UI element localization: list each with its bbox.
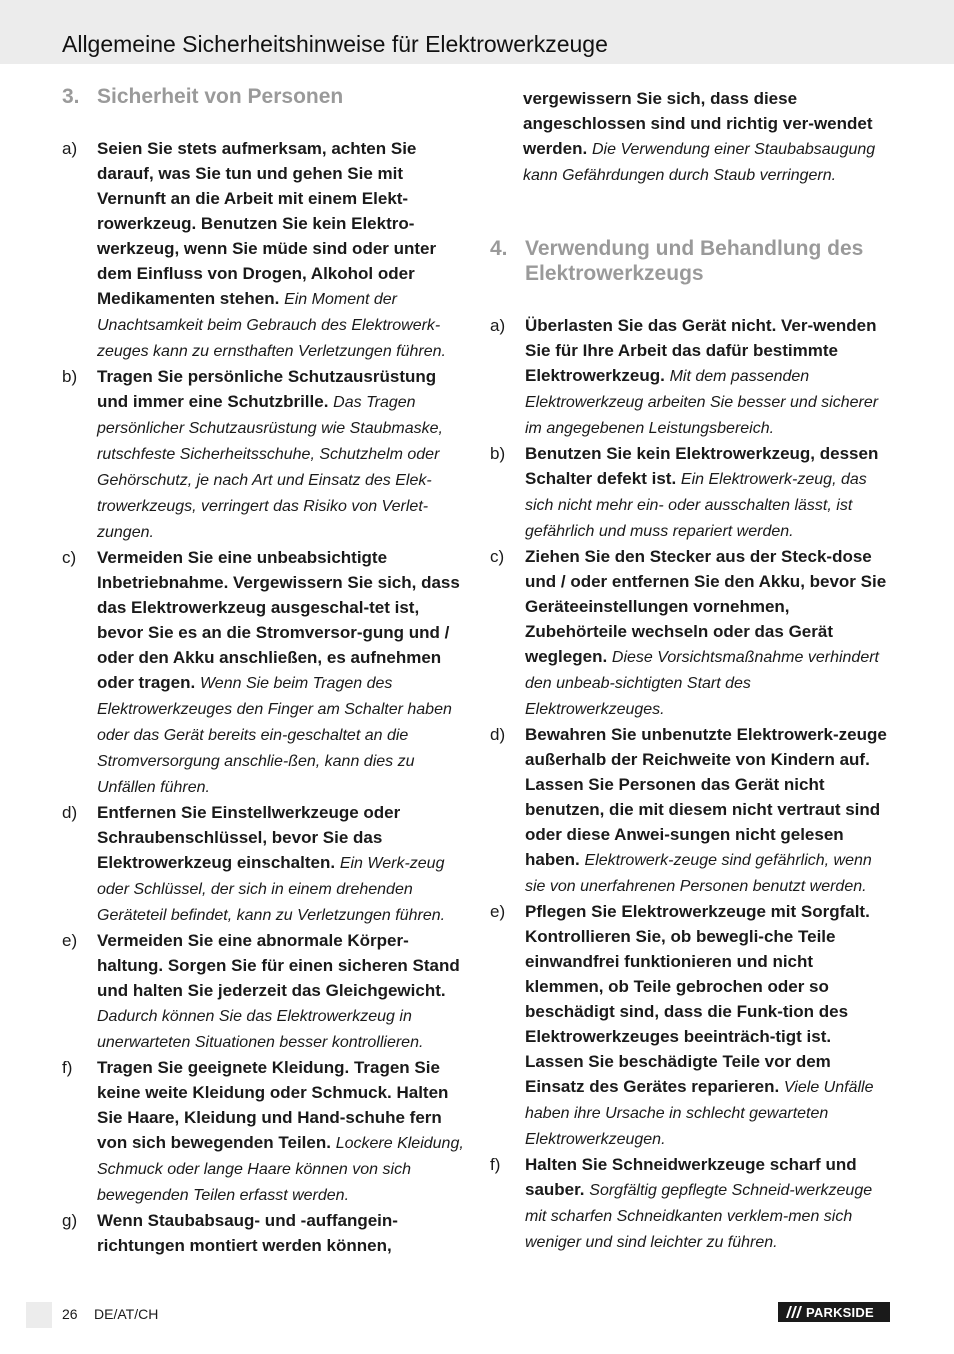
item-italic-text: Ein Werk-zeug oder Schlüssel, der sich in einem drehenden Geräteteil befindet, kann zu Verletzungen führen. <box>97 855 446 924</box>
section-number: 4. <box>490 237 508 260</box>
item-letter: a) <box>62 139 78 158</box>
item-bold-text: Entfernen Sie Einstellwerkzeuge oder Schraubenschlüssel, bevor Sie das Elektrowerkzeug einschalten. <box>97 803 401 872</box>
item-bold-text: Vermeiden Sie eine abnormale Körper-haltung. Sorgen Sie für einen sicheren Stand und halten Sie jederzeit das Gleichgewicht. <box>97 931 460 1000</box>
item-italic-text: Dadurch können Sie das Elektrowerkzeug in unerwarteten Situationen besser kontrollieren. <box>97 1008 424 1051</box>
section-title: Sicherheit von Personen <box>97 85 344 108</box>
item-italic-text: Ein Moment der Unachtsamkeit beim Gebrauch des Elektrowerk-zeuges kann zu ernsthaften Verletzungen führen. <box>97 291 446 360</box>
item-body <box>525 313 892 441</box>
item-bold-text: Benutzen Sie kein Elektrowerkzeug, dessen Schalter defekt ist. <box>525 444 879 488</box>
item-letter: d) <box>62 803 78 822</box>
item-body <box>97 545 466 800</box>
item-bold-text: Halten Sie Schneidwerkzeuge scharf und sauber. <box>525 1155 857 1199</box>
item-italic-text: Wenn Sie beim Tragen des Elektrowerkzeuges den Finger am Schalter haben oder das Gerät bereits ein-geschaltet an die Stromversorgung anschlie-ßen, kann dies zu Unfällen führen. <box>97 675 452 796</box>
item-italic-text: Elektrowerk-zeuge sind gefährlich, wenn sie von unerfahrenen Personen benutzt werden. <box>525 852 872 895</box>
item-bold-text: Tragen Sie geeignete Kleidung. Tragen Sie keine weite Kleidung oder Schmuck. Halten Sie Haare, Kleidung und Hand-schuhe fern von sich bewegenden Teilen. <box>97 1058 449 1152</box>
item-bold-text: Vermeiden Sie eine unbeabsichtigte Inbetriebnahme. Vergewissern Sie sich, dass das Elektrowerkzeug ausgeschal-tet ist, bevor Sie es an die Stromversor-gung und / oder den Akku anschließen, es aufnehmen oder tragen. <box>97 548 460 692</box>
page-number: 26 <box>62 1306 78 1322</box>
page-footer <box>0 1300 954 1328</box>
item-letter: b) <box>490 444 506 463</box>
item-italic-text: Ein Elektrowerk-zeug, das sich nicht mehr ein- oder ausschalten lässt, ist gefährlich und muss repariert werden. <box>525 471 867 540</box>
list-item-e <box>490 899 892 1152</box>
list-item-e <box>62 928 466 1055</box>
item-letter: f) <box>62 1058 73 1077</box>
list-item-b <box>62 364 466 545</box>
item-bold-text: Wenn Staubabsaug- und -auffangein-richtungen montiert werden können, <box>97 1211 398 1255</box>
item-body <box>97 1208 466 1258</box>
item-body <box>525 722 892 899</box>
item-letter: c) <box>490 547 505 566</box>
item-body <box>525 899 892 1152</box>
section-heading-4 <box>490 236 892 286</box>
item-letter: b) <box>62 367 78 386</box>
parkside-logo <box>778 1302 890 1322</box>
item-letter: e) <box>62 931 78 950</box>
item-letter: d) <box>490 725 506 744</box>
page-title: Allgemeine Sicherheitshinweise für Elektrowerkzeuge <box>62 31 608 57</box>
item-letter: c) <box>62 548 77 567</box>
item-bold-text: Seien Sie stets aufmerksam, achten Sie darauf, was Sie tun und gehen Sie mit Vernunft an die Arbeit mit einem Elekt-rowerkzeug. Benutzen Sie kein Elektro-werkzeug, wenn Sie müde sind oder unter dem Einfluss von Drogen, Alkohol oder Medikamenten stehen. <box>97 139 437 308</box>
item-body <box>525 544 892 722</box>
item-bold-text: Pflegen Sie Elektrowerkzeuge mit Sorgfalt. Kontrollieren Sie, ob bewegli-che Teile einwandfrei funktionieren und nicht klemmen, ob Teile gebrochen oder so beschädigt sind, dass die Funk-tion des Elektrowerkzeuges beeinträch-tigt ist. Lassen Sie beschädigte Teile vor dem Einsatz des Gerätes reparieren. <box>525 902 870 1096</box>
continued-italic-text: Die Verwendung einer Staubabsaugung kann Gefährdungen durch Staub verringern. <box>523 141 876 184</box>
list-item-f <box>62 1055 466 1208</box>
list-item-d <box>62 800 466 928</box>
list-item-b <box>490 441 892 544</box>
item-letter: a) <box>490 316 506 335</box>
item-italic-text: Das Tragen persönlicher Schutzausrüstung wie Staubmaske, rutschfeste Sicherheitsschuhe, Schutzhelm oder Gehörschutz, je nach Art und Einsatz des Elek-trowerkzeugs, verringert das Risiko von Verlet-zungen. <box>97 394 443 541</box>
item-letter: f) <box>490 1155 501 1174</box>
item-letter: e) <box>490 902 506 921</box>
item-body <box>97 136 466 364</box>
item-body <box>525 441 892 544</box>
item-body <box>97 364 466 545</box>
item-bold-text: Ziehen Sie den Stecker aus der Steck-dose und / oder entfernen Sie den Akku, bevor Sie Geräteeinstellungen vornehmen, Zubehörteile wechseln oder das Gerät weglegen. <box>525 547 887 666</box>
item-italic-text: Diese Vorsichtsmaßnahme verhindert den unbeab-sichtigten Start des Elektrowerkzeuges. <box>525 649 879 718</box>
logo-stripes-icon <box>782 1302 806 1322</box>
item-italic-text: Viele Unfälle haben ihre Ursache in schlecht gewarteten Elektrowerkzeugen. <box>525 1079 874 1148</box>
item-italic-text: Mit dem passenden Elektrowerkzeug arbeiten Sie besser und sicherer im angegebenen Leistungsbereich. <box>525 368 879 437</box>
logo-text: PARKSIDE <box>806 1304 874 1320</box>
list-item-a <box>62 136 466 364</box>
item-body <box>97 800 466 928</box>
list-item-d <box>490 722 892 899</box>
item-letter: g) <box>62 1211 78 1230</box>
list-item-a <box>490 313 892 441</box>
item-body <box>525 1152 892 1255</box>
list-item-g <box>62 1208 466 1258</box>
item-italic-text: Sorgfältig gepflegte Schneid-werkzeuge mit scharfen Schneidkanten verklem-men sich weniger und sind leichter zu führen. <box>525 1182 873 1251</box>
item-body <box>97 1055 466 1208</box>
left-column <box>62 84 466 1258</box>
list-item-f <box>490 1152 892 1255</box>
item-bold-text: Überlasten Sie das Gerät nicht. Ver-wenden Sie für Ihre Arbeit das dafür bestimmte Elektrowerkzeug. <box>525 316 877 385</box>
region-code: DE/AT/CH <box>94 1306 159 1322</box>
list-item-c <box>62 545 466 800</box>
section-title: Verwendung und Behandlung des Elektrowerkzeugs <box>525 237 864 285</box>
continued-bold-text: vergewissern Sie sich, dass diese angeschlossen sind und richtig ver-wendet werden. <box>523 89 873 158</box>
continued-paragraph <box>490 86 892 188</box>
item-bold-text: Tragen Sie persönliche Schutzausrüstung und immer eine Schutzbrille. <box>97 367 437 411</box>
list-item-c <box>490 544 892 722</box>
item-italic-text: Lockere Kleidung, Schmuck oder lange Haare können von sich bewegenden Teilen erfasst werden. <box>97 1135 464 1204</box>
item-bold-text: Bewahren Sie unbenutzte Elektrowerk-zeuge außerhalb der Reichweite von Kindern auf. Lassen Sie Personen das Gerät nicht benutzen, die mit diesem nicht vertraut sind oder diese Anwei-sungen nicht gelesen haben. <box>525 725 887 869</box>
section-heading-3 <box>62 84 466 109</box>
page-number-box <box>26 1302 52 1328</box>
right-column <box>490 86 892 1255</box>
item-body <box>97 928 466 1055</box>
section-number: 3. <box>62 85 80 108</box>
header-bar <box>0 0 954 64</box>
